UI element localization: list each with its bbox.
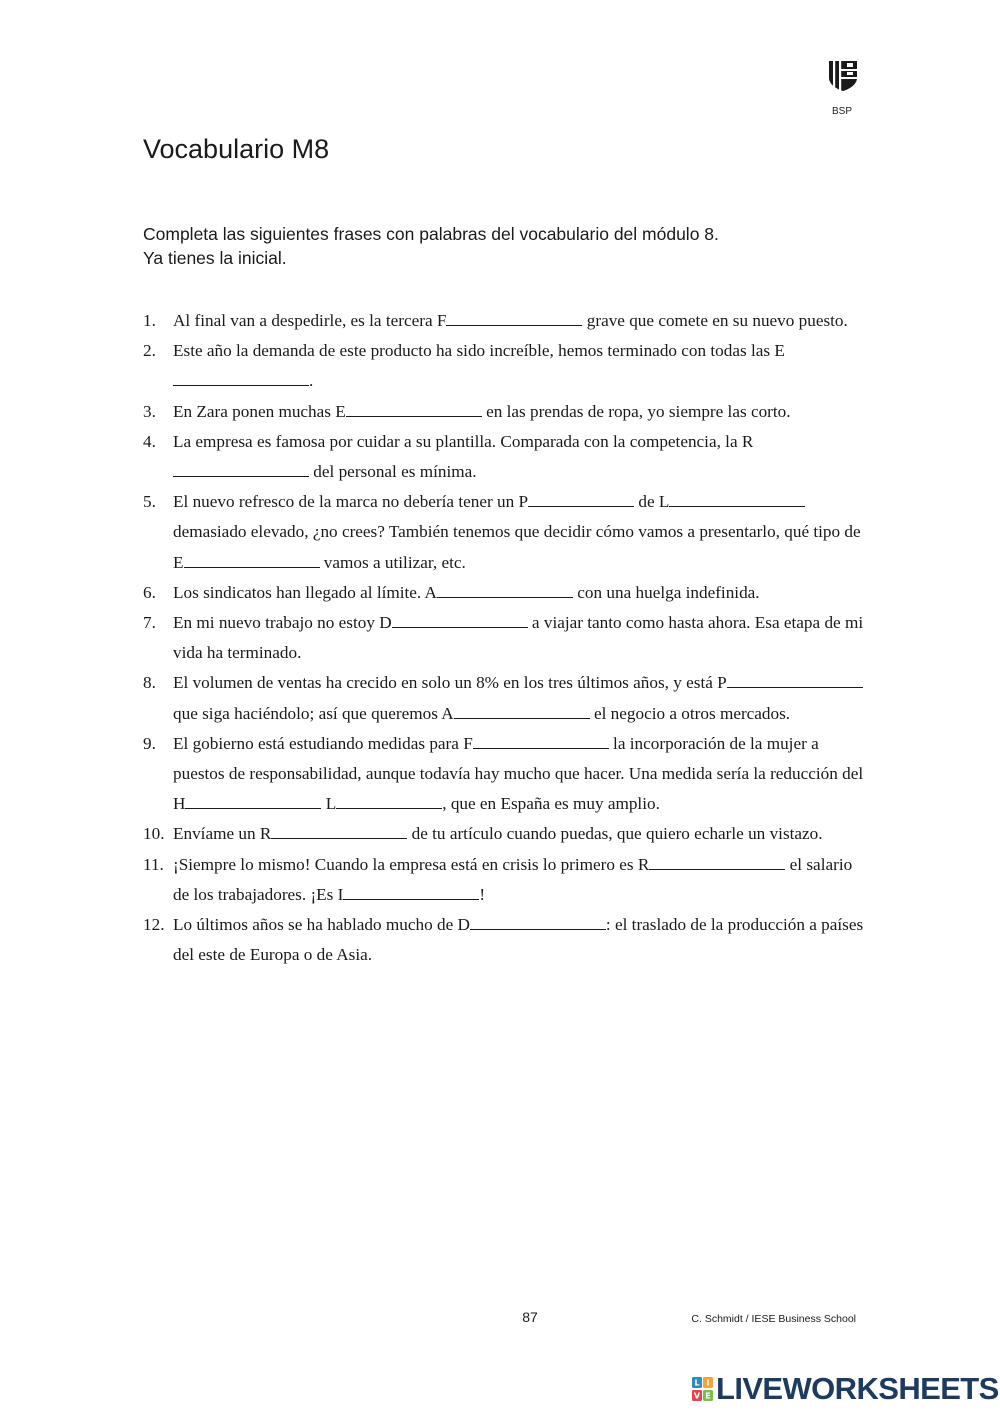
liveworksheets-logo: [692, 1371, 999, 1406]
sentence-text: Los sindicatos han llegado al límite. A: [173, 582, 437, 602]
svg-text:I: I: [706, 1378, 710, 1388]
sentence-text: !: [479, 884, 486, 904]
answer-blank[interactable]: [727, 670, 863, 688]
sentence-text: vamos a utilizar, etc.: [319, 552, 466, 572]
sentence-text: con una huelga indefinida.: [572, 582, 760, 602]
sentence-text: grave que comete en su nuevo puesto.: [582, 311, 848, 330]
answer-blank[interactable]: [336, 791, 442, 809]
item-number: 1.: [143, 311, 156, 330]
item-number: 8.: [143, 673, 156, 693]
svg-text:L: L: [694, 1378, 700, 1388]
sentence-text: Lo últimos años se ha hablado mucho de D: [173, 915, 470, 935]
answer-blank[interactable]: [446, 308, 582, 326]
item-number: 7.: [143, 613, 156, 633]
sentence-text: La empresa es famosa por cuidar a su plantilla. Comparada con la competencia, la R: [173, 431, 754, 451]
answer-blank[interactable]: [454, 700, 590, 718]
sentence-text: .: [309, 371, 314, 391]
sentence-text: L: [321, 794, 337, 814]
answer-blank[interactable]: [173, 368, 309, 386]
exercise-item-9: [143, 729, 868, 820]
instructions-line-2: Ya tienes la inicial.: [143, 248, 287, 268]
exercise-item-6: [143, 578, 868, 608]
answer-blank[interactable]: [528, 489, 634, 507]
answer-blank[interactable]: [271, 821, 407, 839]
exercise-item-8: [143, 668, 868, 728]
exercise-list: [143, 306, 868, 970]
sentence-text: en las prendas de ropa, yo siempre las corto.: [481, 401, 791, 421]
answer-blank[interactable]: [343, 882, 479, 900]
item-number: 6.: [143, 582, 156, 602]
instructions-line-1: Completa las siguientes frases con palabras del vocabulario del módulo 8.: [143, 224, 719, 244]
item-number: 12.: [143, 915, 165, 935]
sentence-text: En Zara ponen muchas E: [173, 401, 346, 421]
item-number: 9.: [143, 733, 156, 753]
item-number: 11.: [143, 854, 164, 874]
sentence-text: El gobierno está estudiando medidas para F: [173, 733, 473, 753]
item-number: 10.: [143, 824, 165, 844]
item-number: 2.: [143, 341, 156, 361]
exercise-item-4: [143, 427, 868, 487]
item-number: 4.: [143, 431, 156, 451]
sentence-text: El nuevo refresco de la marca no debería tener un P: [173, 492, 529, 512]
answer-blank[interactable]: [649, 851, 785, 869]
exercise-item-5: [143, 487, 868, 578]
sentence-text: el negocio a otros mercados.: [589, 703, 791, 723]
answer-blank[interactable]: [470, 912, 606, 930]
liveworksheets-wordmark: LIVEWORKSHEETS: [716, 1371, 999, 1406]
exercise-item-7: [143, 608, 868, 668]
sentence-text: En mi nuevo trabajo no estoy D: [173, 613, 392, 633]
sentence-text: ¡Siempre lo mismo! Cuando la empresa está en crisis lo primero es R: [173, 854, 650, 874]
sentence-text: la incorporación de la mujer a puestos de responsabilidad, aunque todavía hay mucho que hacer. Una medida sería la reducción del H: [173, 733, 864, 814]
svg-text:V: V: [693, 1391, 701, 1401]
footer-credit: C. Schmidt / IESE Business School: [691, 1313, 856, 1325]
answer-blank[interactable]: [185, 791, 321, 809]
sentence-text: del personal es mínima.: [309, 462, 477, 482]
sentence-text: : el traslado de la producción a países del este de Europa o de Asia.: [173, 915, 864, 965]
answer-blank[interactable]: [184, 549, 320, 567]
exercise-item-1: [143, 306, 868, 336]
sentence-text: , que en España es muy amplio.: [442, 794, 660, 814]
svg-text:E: E: [705, 1391, 711, 1401]
exercise-item-12: [143, 910, 868, 970]
sentence-text: a viajar tanto como hasta ahora. Esa etapa de mi vida ha terminado.: [173, 613, 864, 663]
item-number: 3.: [143, 401, 156, 421]
sentence-text: de tu artículo cuando puedas, que quiero echarle un vistazo.: [407, 824, 823, 844]
sentence-text: demasiado elevado, ¿no crees? También tenemos que decidir cómo vamos a presentarlo, qué tipo de E: [173, 522, 861, 572]
logo-text: BSP: [831, 106, 852, 117]
item-number: 5.: [143, 492, 156, 512]
exercise-item-10: [143, 819, 868, 849]
answer-blank[interactable]: [437, 580, 573, 598]
liveworksheets-icon: [692, 1377, 713, 1401]
sentence-text: El volumen de ventas ha crecido en solo un 8% en los tres últimos años, y está P: [173, 673, 727, 693]
sentence-text: el salario de los trabajadores. ¡Es I: [173, 854, 853, 904]
instructions: [143, 222, 863, 270]
exercise-item-2: [143, 336, 868, 396]
sentence-text: de L: [634, 492, 670, 512]
sentence-text: Este año la demanda de este producto ha sido increíble, hemos terminado con todas las E: [173, 341, 785, 361]
sentence-text: que siga haciéndolo; así que queremos A: [173, 703, 454, 723]
page-number: 87: [522, 1309, 538, 1325]
answer-blank[interactable]: [669, 489, 805, 507]
answer-blank[interactable]: [346, 398, 482, 416]
exercise-item-11: [143, 850, 868, 910]
sentence-text: Envíame un R: [173, 824, 272, 844]
bsp-shield-logo-icon: [828, 60, 858, 92]
answer-blank[interactable]: [473, 731, 609, 749]
exercise-item-3: [143, 397, 868, 427]
answer-blank[interactable]: [173, 459, 309, 477]
sentence-text: Al final van a despedirle, es la tercera F: [173, 311, 447, 330]
page-title: Vocabulario M8: [143, 134, 330, 164]
answer-blank[interactable]: [392, 610, 528, 628]
